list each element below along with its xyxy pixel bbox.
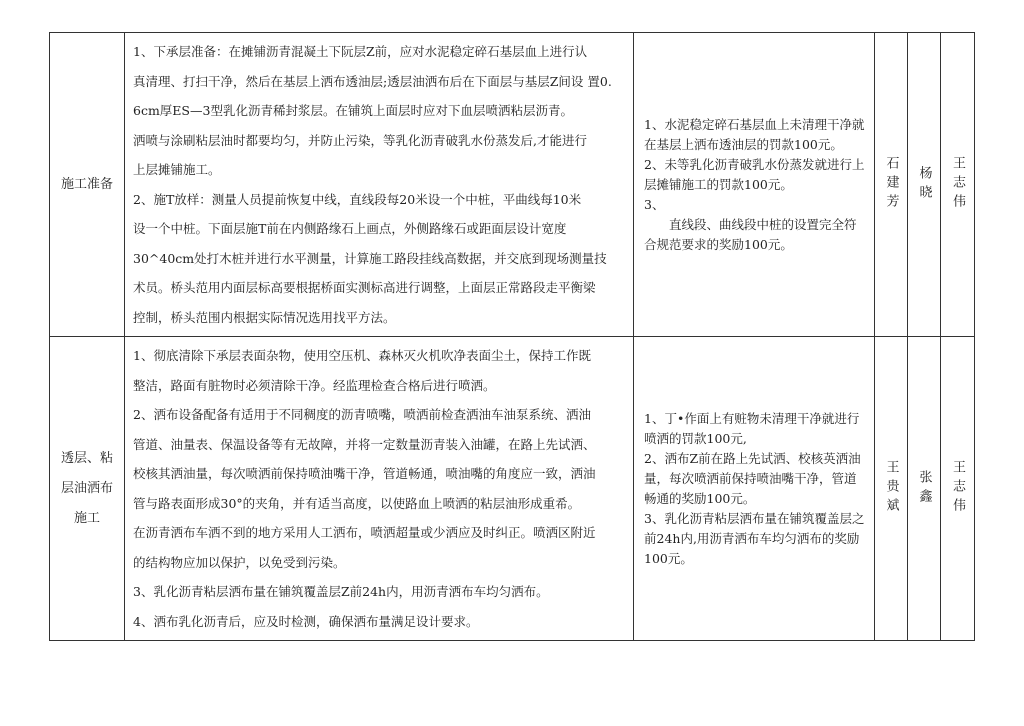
rule-item: 1、丁•作面上有赃物未清理干净就进行喷洒的罚款100元, — [644, 410, 860, 446]
responsible-person-1: 王贵斌 — [875, 337, 908, 641]
rule-item: 3、 — [644, 196, 665, 212]
table-row — [50, 337, 975, 641]
requirement-line: 1、下承层准备：在摊铺沥青混凝土下阮层Z前，应对水泥稳定碎石基层血上进行认 — [133, 44, 588, 59]
requirement-line: 30^40cm处打木桩并进行水平测量，计算施工路段挂线高数据，并交底到现场测量技 — [133, 250, 607, 266]
requirement-line: 4、洒布乳化沥青后，应及时检测，确保洒布量满足设计要求。 — [133, 613, 479, 629]
requirement-line: 控制，桥头范围内根据实际情况选用找平方法。 — [133, 309, 396, 325]
category-cell — [50, 337, 125, 641]
requirement-line: 洒喷与涂刷粘层油时都要均匀，并防止污染，等乳化沥青破乳水份蒸发后,才能进行 — [133, 132, 587, 148]
requirement-line: 校核其洒油量，每次喷洒前保持喷油嘴干净，管道畅通，喷油嘴的角度应一致，洒油 — [133, 466, 596, 481]
rule-item: 2、未等乳化沥青破乳水份蒸发就进行上层摊铺施工的罚款100元。 — [644, 156, 865, 192]
reward-penalty-cell — [634, 33, 875, 337]
category-text: 透层、粘层油洒布施工 — [60, 450, 113, 526]
table-row — [50, 33, 975, 337]
requirements-cell — [125, 337, 634, 641]
requirement-line: 术员。桥头范用内面层标高要根据桥面实测标高进行调整，上面层正常路段走平衡梁 — [133, 280, 596, 295]
rule-item: 3、乳化沥青粘层洒布量在铺筑覆盖层之前24h内,用沥青洒布车均匀洒布的奖励100元。 — [644, 510, 865, 566]
requirements-cell — [125, 33, 634, 337]
requirement-line: 2、施T放样：测量人员提前恢复中线，直线段每20米设一个中桩，平曲线每10米 — [133, 191, 582, 207]
requirement-line: 整洁，路面有脏物时必须清除干净。经监理检查合格后进行喷洒。 — [133, 377, 496, 393]
responsible-person-2: 张鑫 — [908, 337, 941, 641]
rule-item: 1、水泥稳定碎石基层血上未清理干净就在基层上洒布透油层的罚款100元。 — [644, 116, 865, 152]
requirement-line: 管与路表面形成30°的夹角，并有适当高度，以使路血上喷洒的粘层油形成重希。 — [133, 495, 581, 511]
requirement-line: 在沥青洒布车洒不到的地方采用人工洒布，喷洒超量或少洒应及时纠正。喷洒区附近 — [133, 525, 596, 540]
reward-penalty-cell — [634, 337, 875, 641]
responsible-person-2: 杨晓 — [908, 33, 941, 337]
requirement-line: 真清理、打扫干净，然后在基层上洒布透油层;透层油洒布后在下面层与基层Z间设 置0. — [133, 73, 612, 89]
requirement-line: 的结构物应加以保护，以免受到污染。 — [133, 554, 346, 570]
requirement-line: 管道、油量表、保温设备等有无故障，并将一定数量沥青装入油罐，在路上先试洒、 — [133, 436, 596, 452]
responsible-person-3: 王志伟 — [941, 337, 975, 641]
requirement-line: 3、乳化沥青粘层洒布量在铺筑覆盖层Z前24h内，用沥青洒布车均匀洒布。 — [133, 584, 549, 599]
responsible-person-1: 石建芳 — [875, 33, 908, 337]
rule-item: 2、洒布Z前在路上先试洒、校核英洒油量，每次喷洒前保持喷油嘴干净，管道畅通的奖励100元。 — [644, 450, 861, 506]
requirement-line: 6cm厚ES—3型乳化沥青稀封浆层。在铺筑上面层时应对下血层喷洒粘层沥青。 — [133, 103, 573, 118]
construction-standards-table — [49, 32, 975, 641]
requirement-line: 上层摊铺施工。 — [133, 162, 221, 177]
responsible-person-3: 王志伟 — [941, 33, 975, 337]
requirement-line: 设一个中桩。下面层施T前在内侧路缘石上画点，外侧路缘石或距面层设计宽度 — [133, 221, 567, 236]
requirement-line: 1、彻底清除下承层表面杂物，使用空压机、森林灭火机吹净表面尘土，保持工作既 — [133, 348, 591, 363]
category-cell: 施工准备 — [50, 33, 125, 337]
rule-item: 直线段、曲线段中桩的设置完全符合规范要求的奖励100元。 — [644, 216, 857, 252]
requirement-line: 2、洒布设备配备有适用于不同稠度的沥青喷嘴，喷洒前检查洒油车油泵系统、洒油 — [133, 407, 591, 422]
